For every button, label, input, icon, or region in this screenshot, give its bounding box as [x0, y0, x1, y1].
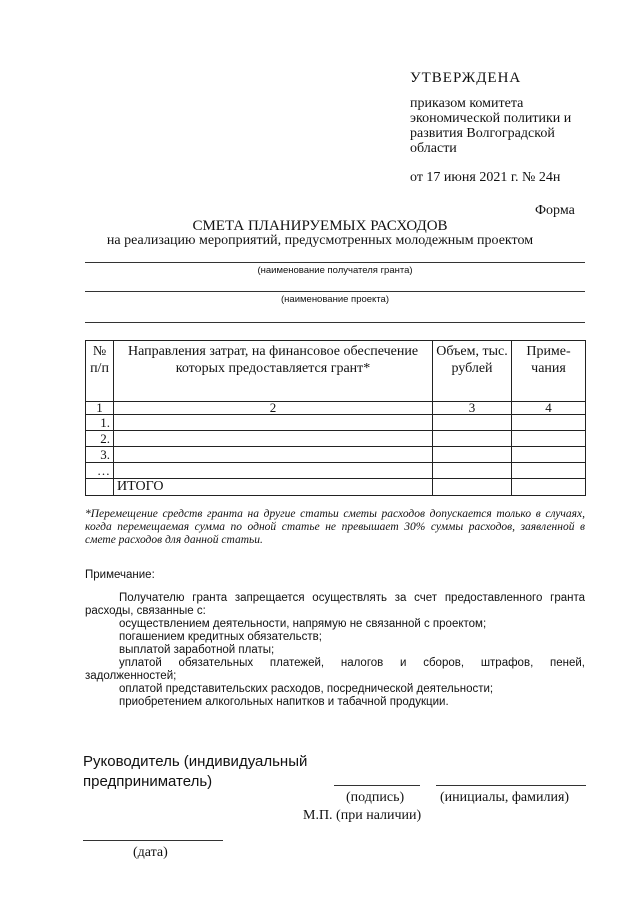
- head-title-line: предприниматель): [83, 773, 213, 790]
- note-intro: Получателю гранта запрещается осуществлять за счет предоставленного гранта расходы, связанные с:: [85, 592, 585, 617]
- note-word: сборов,: [423, 657, 465, 669]
- row-number: 2.: [86, 431, 114, 447]
- document-subtitle: на реализацию мероприятий, предусмотренных молодежным проектом: [106, 233, 534, 248]
- name-caption: (инициалы, фамилия): [440, 790, 570, 805]
- table-row: [86, 415, 586, 431]
- recipient-caption: (наименование получателя гранта): [257, 265, 413, 276]
- note-item-continuation: задолженностей;: [85, 670, 177, 682]
- total-volume-cell: [433, 479, 512, 496]
- note-item: погашением кредитных обязательств;: [119, 631, 322, 643]
- footnote: *Перемещение средств гранта на другие статьи сметы расходов допускается только в случаях, когда перемещаемая сумма по одной статье не превышает 30% суммы расходов, заявленной в смете расходов для данной статьи.: [85, 508, 585, 546]
- header-notes: Приме-чания: [512, 341, 586, 402]
- table-row: [86, 431, 586, 447]
- note-body: [85, 592, 585, 709]
- column-number: 2: [114, 402, 433, 415]
- note-item: осуществлением деятельности, напрямую не связанной с проектом;: [119, 618, 487, 630]
- row-volume-cell: [433, 447, 512, 463]
- row-direction-cell: [114, 463, 433, 479]
- row-notes-cell: [512, 431, 586, 447]
- note-item: оплатой представительских расходов, посреднической деятельности;: [119, 683, 494, 695]
- column-number: 4: [512, 402, 586, 415]
- head-title-line: Руководитель (индивидуальный: [83, 753, 308, 770]
- note-word: пеней,: [550, 657, 586, 669]
- column-number-row: [86, 402, 586, 415]
- header-num: № п/п: [86, 341, 114, 402]
- project-caption: (наименование проекта): [281, 294, 389, 305]
- approval-order-date: от 17 июня 2021 г. № 24н: [410, 170, 561, 185]
- total-notes-cell: [512, 479, 586, 496]
- table-header-row: [86, 341, 586, 402]
- table-row: [86, 463, 586, 479]
- row-direction-cell: [114, 415, 433, 431]
- date-blank-line: [83, 840, 223, 841]
- expenses-table: [85, 340, 586, 496]
- row-volume-cell: [433, 431, 512, 447]
- row-volume-cell: [433, 415, 512, 431]
- total-row: [86, 479, 586, 496]
- approval-heading: УТВЕРЖДЕНА: [410, 70, 522, 86]
- row-number: 3.: [86, 447, 114, 463]
- row-volume-cell: [433, 463, 512, 479]
- signature-blank-line: [334, 785, 420, 786]
- row-notes-cell: [512, 447, 586, 463]
- note-word: обязательных: [178, 657, 254, 669]
- total-num-cell: [86, 479, 114, 496]
- column-number: 1: [86, 402, 114, 415]
- total-label: ИТОГО: [114, 479, 433, 496]
- row-notes-cell: [512, 415, 586, 431]
- approval-order-line: экономической политики и: [410, 111, 572, 126]
- note-word: штрафов,: [480, 657, 534, 669]
- note-label: Примечание:: [85, 569, 155, 581]
- document-title: СМЕТА ПЛАНИРУЕМЫХ РАСХОДОВ: [192, 218, 448, 234]
- approval-order-line: области: [410, 141, 457, 156]
- name-blank-line: [436, 785, 586, 786]
- recipient-blank-line: [85, 262, 585, 263]
- project-blank-line-2: [85, 322, 585, 323]
- approval-order-text: [410, 96, 610, 156]
- row-number: 1.: [86, 415, 114, 431]
- stamp-caption: М.П. (при наличии): [303, 808, 422, 823]
- date-caption: (дата): [133, 845, 168, 860]
- head-title: [83, 752, 307, 792]
- note-word: налогов: [340, 657, 384, 669]
- note-item-justified: [85, 657, 585, 670]
- note-word: платежей,: [269, 657, 325, 669]
- row-notes-cell: [512, 463, 586, 479]
- row-direction-cell: [114, 431, 433, 447]
- approval-order-line: развития Волгоградской: [410, 126, 555, 141]
- table-row: [86, 447, 586, 463]
- form-label: Форма: [535, 203, 575, 218]
- column-number: 3: [433, 402, 512, 415]
- header-volume: Объем, тыс. рублей: [433, 341, 512, 402]
- project-blank-line: [85, 291, 585, 292]
- approval-order-line: приказом комитета: [410, 96, 524, 111]
- note-item: приобретением алкогольных напитков и табачной продукции.: [119, 696, 449, 708]
- signature-caption: (подпись): [346, 790, 405, 805]
- note-word: и: [400, 657, 407, 669]
- header-direction: Направления затрат, на финансовое обеспечение которых предоставляется грант*: [114, 341, 433, 402]
- note-word: уплатой: [119, 657, 162, 669]
- note-item: выплатой заработной платы;: [119, 644, 275, 656]
- row-direction-cell: [114, 447, 433, 463]
- row-number: …: [86, 463, 114, 479]
